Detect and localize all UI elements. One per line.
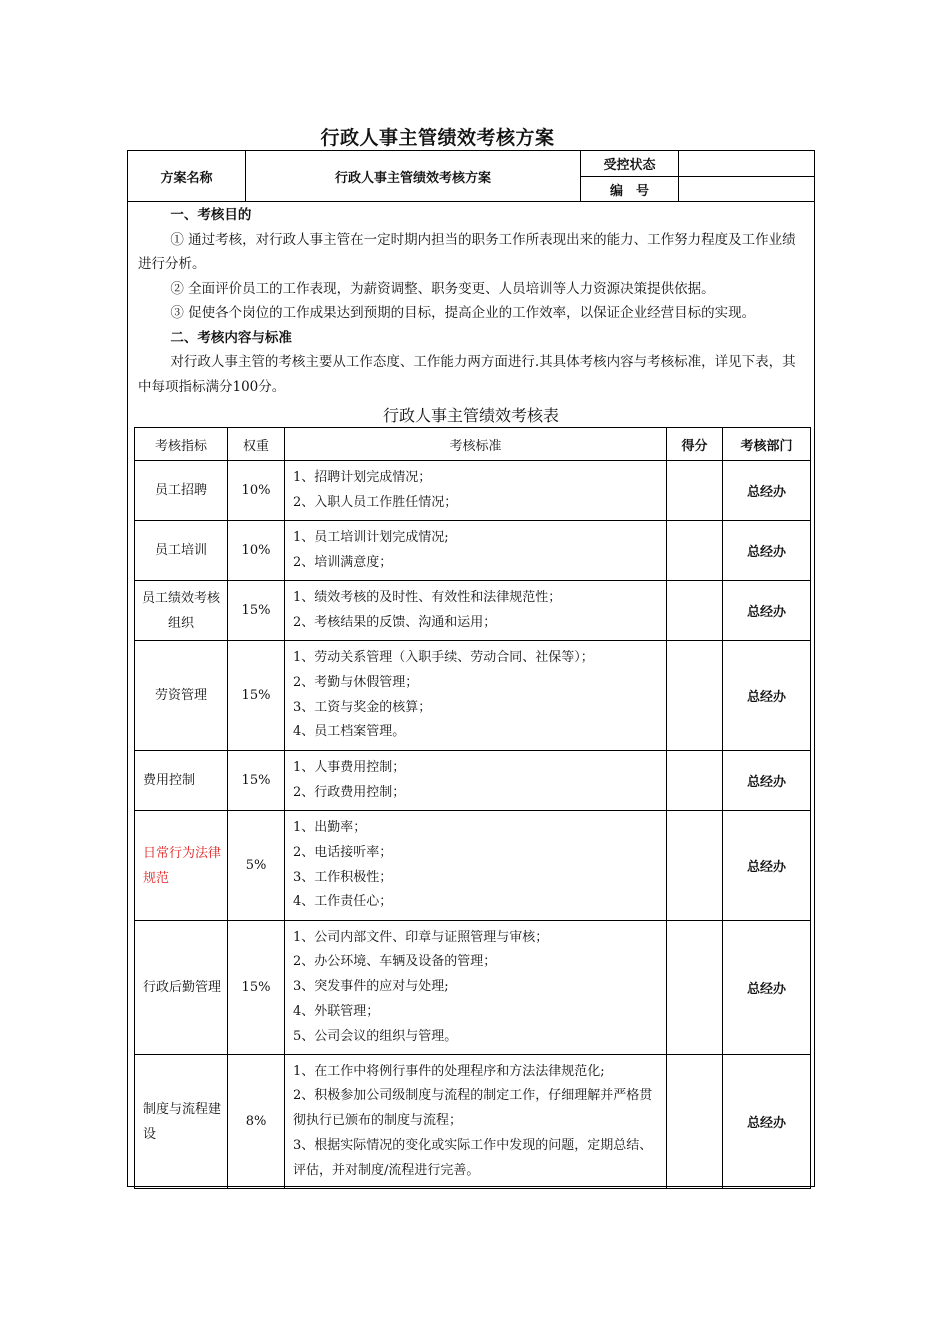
indicator-cell: 员工招聘 xyxy=(135,461,228,521)
indicator-cell: 劳资管理 xyxy=(135,641,228,751)
number-value[interactable] xyxy=(679,177,814,201)
criteria-line: 3、工资与奖金的核算； xyxy=(293,699,432,715)
weight-cell: 15% xyxy=(228,581,285,641)
indicator-cell: 费用控制 xyxy=(135,751,228,811)
criteria-line: 2、电话接听率； xyxy=(293,844,393,860)
control-status-value[interactable] xyxy=(679,151,814,176)
table-row xyxy=(135,461,811,521)
criteria-line: 1、绩效考核的及时性、有效性和法律规范性； xyxy=(293,589,562,605)
score-cell[interactable] xyxy=(667,811,723,921)
criteria-line: 1、员工培训计划完成情况; xyxy=(293,529,449,545)
criteria-line: 1、人事费用控制； xyxy=(293,759,406,775)
table-row xyxy=(135,641,811,751)
criteria-line: 1、出勤率； xyxy=(293,819,367,835)
dept-cell: 总经办 xyxy=(723,521,811,581)
dept-cell: 总经办 xyxy=(723,921,811,1055)
dept-cell: 总经办 xyxy=(723,641,811,751)
header-score: 得分 xyxy=(667,428,723,461)
table-row xyxy=(135,811,811,921)
document-title: 行政人事主管绩效考核方案 xyxy=(320,127,555,149)
criteria-cell xyxy=(285,581,667,641)
plan-header xyxy=(128,151,814,202)
indicator-cell: 行政后勤管理 xyxy=(135,921,228,1055)
criteria-line: 2、入职人员工作胜任情况； xyxy=(293,494,458,510)
plan-name-label: 方案名称 xyxy=(160,170,213,186)
criteria-line: 3、根据实际情况的变化或实际工作中发现的问题，定期总结、评估，并对制度/流程进行完善。 xyxy=(293,1137,653,1178)
kpi-table-title: 行政人事主管绩效考核表 xyxy=(382,406,559,425)
kpi-table xyxy=(134,427,811,1189)
criteria-cell xyxy=(285,461,667,521)
number-label: 编 号 xyxy=(609,183,649,199)
section-1-title: 一、考核目的 xyxy=(170,207,252,223)
table-row xyxy=(135,751,811,811)
section-1-paragraph-2: ② 全面评价员工的工作表现，为薪资调整、职务变更、人员培训等人力资源决策提供依据。 xyxy=(170,280,715,297)
header-criteria: 考核标准 xyxy=(285,428,667,461)
section-1-paragraph-3: ③ 促使各个岗位的工作成果达到预期的目标，提高企业的工作效率，以保证企业经营目标的实现。 xyxy=(170,305,756,321)
score-cell[interactable] xyxy=(667,581,723,641)
dept-cell: 总经办 xyxy=(723,581,811,641)
weight-cell: 8% xyxy=(228,1055,285,1189)
section-2-paragraph-1: 对行政人事主管的考核主要从工作态度、工作能力两方面进行.其具体考核内容与考核标准，详见下表，其中每项指标满分100分。 xyxy=(138,354,796,395)
section-1-paragraph-1: ① 通过考核，对行政人事主管在一定时期内担当的职务工作所表现出来的能力、工作努力程度及工作业绩进行分析。 xyxy=(138,231,796,272)
criteria-line: 4、工作责任心； xyxy=(293,894,393,910)
weight-cell: 10% xyxy=(228,521,285,581)
indicator-cell: 员工绩效考核组织 xyxy=(135,581,228,641)
header-weight: 权重 xyxy=(228,428,285,461)
weight-cell: 10% xyxy=(228,461,285,521)
criteria-line: 4、外联管理； xyxy=(293,1003,380,1019)
plan-frame xyxy=(127,150,815,1187)
criteria-line: 1、招聘计划完成情况； xyxy=(293,469,432,485)
section-2-title: 二、考核内容与标准 xyxy=(170,329,292,346)
criteria-cell xyxy=(285,811,667,921)
score-cell[interactable] xyxy=(667,1055,723,1189)
criteria-line: 5、公司会议的组织与管理。 xyxy=(293,1028,458,1044)
dept-cell: 总经办 xyxy=(723,751,811,811)
criteria-line: 2、办公环境、车辆及设备的管理； xyxy=(293,954,497,970)
criteria-cell xyxy=(285,521,667,581)
weight-cell: 15% xyxy=(228,921,285,1055)
criteria-line: 3、突发事件的应对与处理; xyxy=(293,979,449,995)
criteria-line: 2、培训满意度； xyxy=(293,554,393,570)
dept-cell: 总经办 xyxy=(723,1055,811,1189)
table-row xyxy=(135,581,811,641)
criteria-line: 2、行政费用控制； xyxy=(293,784,406,800)
weight-cell: 15% xyxy=(228,641,285,751)
table-row xyxy=(135,521,811,581)
criteria-line: 2、积极参加公司级制度与流程的制定工作，仔细理解并严格贯彻执行已颁布的制度与流程； xyxy=(293,1088,653,1129)
criteria-line: 3、工作积极性； xyxy=(293,869,393,885)
kpi-table-header-row xyxy=(135,428,811,461)
criteria-line: 1、劳动关系管理（入职手续、劳动合同、社保等）； xyxy=(293,649,594,665)
plan-body xyxy=(138,203,806,399)
criteria-cell xyxy=(285,751,667,811)
criteria-line: 2、考核结果的反馈、沟通和运用； xyxy=(293,614,497,630)
criteria-cell xyxy=(285,641,667,751)
score-cell[interactable] xyxy=(667,461,723,521)
dept-cell: 总经办 xyxy=(723,461,811,521)
criteria-line: 1、在工作中将例行事件的处理程序和方法法律规范化; xyxy=(293,1063,605,1079)
criteria-line: 2、考勤与休假管理； xyxy=(293,674,419,690)
table-row xyxy=(135,921,811,1055)
criteria-cell xyxy=(285,921,667,1055)
plan-name-value: 行政人事主管绩效考核方案 xyxy=(334,170,491,186)
control-status-label: 受控状态 xyxy=(603,158,656,173)
indicator-cell: 员工培训 xyxy=(135,521,228,581)
score-cell[interactable] xyxy=(667,751,723,811)
header-indicator: 考核指标 xyxy=(135,428,228,461)
indicator-cell: 日常行为法律规范 xyxy=(135,811,228,921)
weight-cell: 5% xyxy=(228,811,285,921)
header-dept: 考核部门 xyxy=(723,428,811,461)
criteria-line: 1、公司内部文件、印章与证照管理与审核； xyxy=(293,929,549,945)
indicator-cell: 制度与流程建设 xyxy=(135,1055,228,1189)
criteria-line: 4、员工档案管理。 xyxy=(293,724,406,740)
criteria-cell xyxy=(285,1055,667,1189)
score-cell[interactable] xyxy=(667,921,723,1055)
score-cell[interactable] xyxy=(667,641,723,751)
weight-cell: 15% xyxy=(228,751,285,811)
table-row xyxy=(135,1055,811,1189)
score-cell[interactable] xyxy=(667,521,723,581)
dept-cell: 总经办 xyxy=(723,811,811,921)
